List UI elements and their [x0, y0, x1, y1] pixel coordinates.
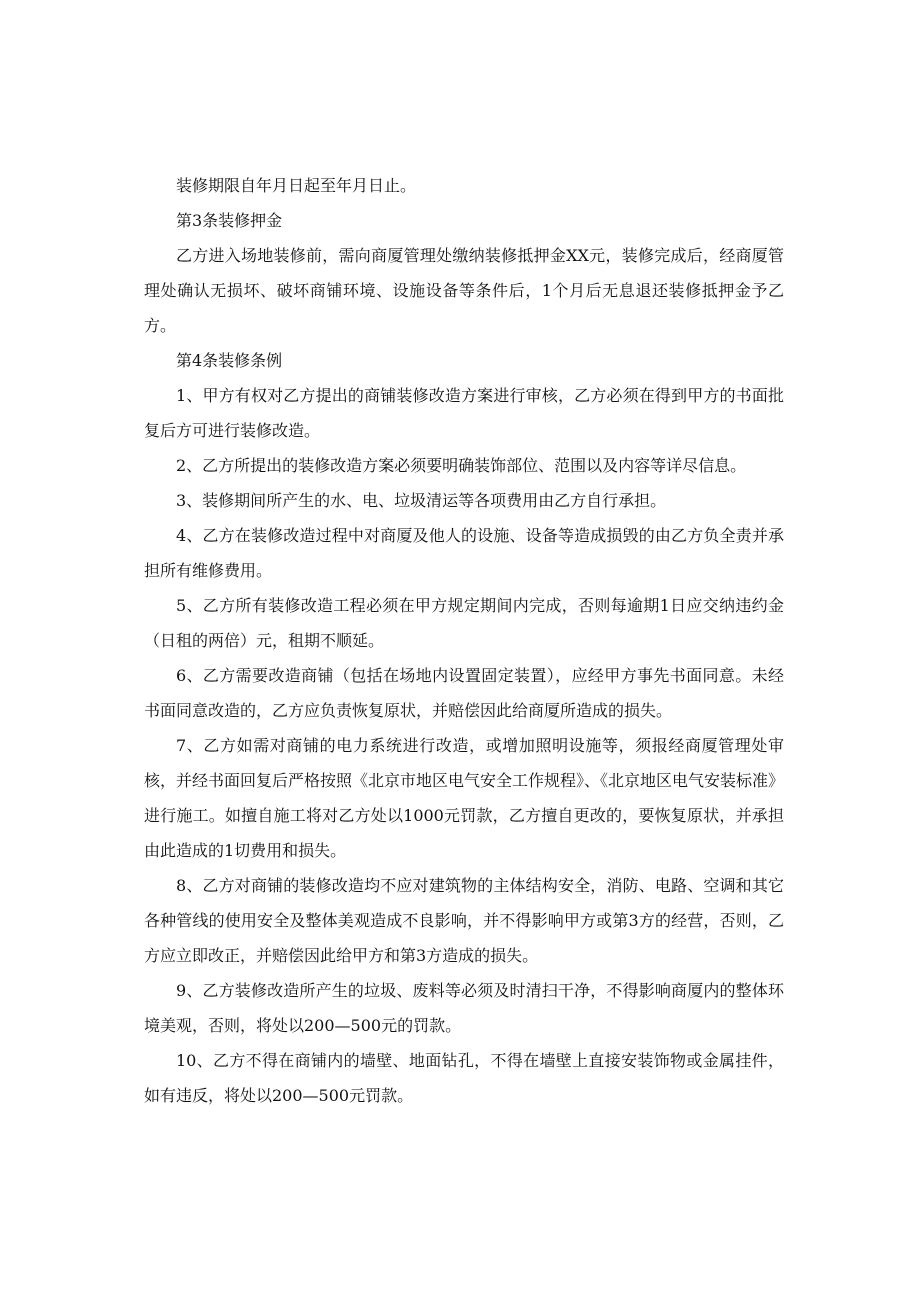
clause-5: 5、乙方所有装修改造工程必须在甲方规定期间内完成，否则每逾期1日应交纳违约金（日租的两倍）元，租期不顺延。	[144, 596, 784, 650]
clause-10: 10、乙方不得在商铺内的墙壁、地面钻孔，不得在墙壁上直接安装饰物或金属挂件，如有违反，将处以200—500元罚款。	[144, 1051, 784, 1105]
clause-2: 2、乙方所提出的装修改造方案必须要明确装饰部位、范围以及内容等详尽信息。	[176, 456, 747, 475]
clause-7: 7、乙方如需对商铺的电力系统进行改造，或增加照明设施等，须报经商厦管理处审核，并经书面回复后严格按照《北京市地区电气安全工作规程》、《北京地区电气安装标准》进行施工。如擅自施工将对乙方处以1000元罚款，乙方擅自更改的，要恢复原状，并承担由此造成的1切费用和损失。	[144, 736, 785, 860]
paragraph-decoration-period: 装修期限自年月日起至年月日止。	[176, 176, 417, 195]
clause-6: 6、乙方需要改造商铺（包括在场地内设置固定装置），应经甲方事先书面同意。未经书面同意改造的，乙方应负责恢复原状，并赔偿因此给商厦所造成的损失。	[144, 666, 784, 720]
clause-1: 1、甲方有权对乙方提出的商铺装修改造方案进行审核，乙方必须在得到甲方的书面批复后方可进行装修改造。	[144, 386, 784, 440]
clause-3: 3、装修期间所产生的水、电、垃圾清运等各项费用由乙方自行承担。	[176, 491, 667, 510]
heading-article-3: 第3条装修押金	[176, 211, 283, 230]
document-body	[144, 168, 784, 1113]
clause-9: 9、乙方装修改造所产生的垃圾、废料等必须及时清扫干净，不得影响商厦内的整体环境美观，否则，将处以200—500元的罚款。	[144, 981, 784, 1035]
paragraph-deposit: 乙方进入场地装修前，需向商厦管理处缴纳装修抵押金XX元，装修完成后，经商厦管理处确认无损坏、破坏商铺环境、设施设备等条件后，1个月后无息退还装修抵押金予乙方。	[144, 246, 784, 335]
heading-article-4: 第4条装修条例	[176, 351, 283, 370]
clause-8: 8、乙方对商铺的装修改造均不应对建筑物的主体结构安全，消防、电路、空调和其它各种管线的使用安全及整体美观造成不良影响，并不得影响甲方或第3方的经营，否则，乙方应立即改正，并赔偿因此给甲方和第3方造成的损失。	[144, 876, 784, 965]
clause-4: 4、乙方在装修改造过程中对商厦及他人的设施、设备等造成损毁的由乙方负全责并承担所有维修费用。	[144, 526, 784, 580]
